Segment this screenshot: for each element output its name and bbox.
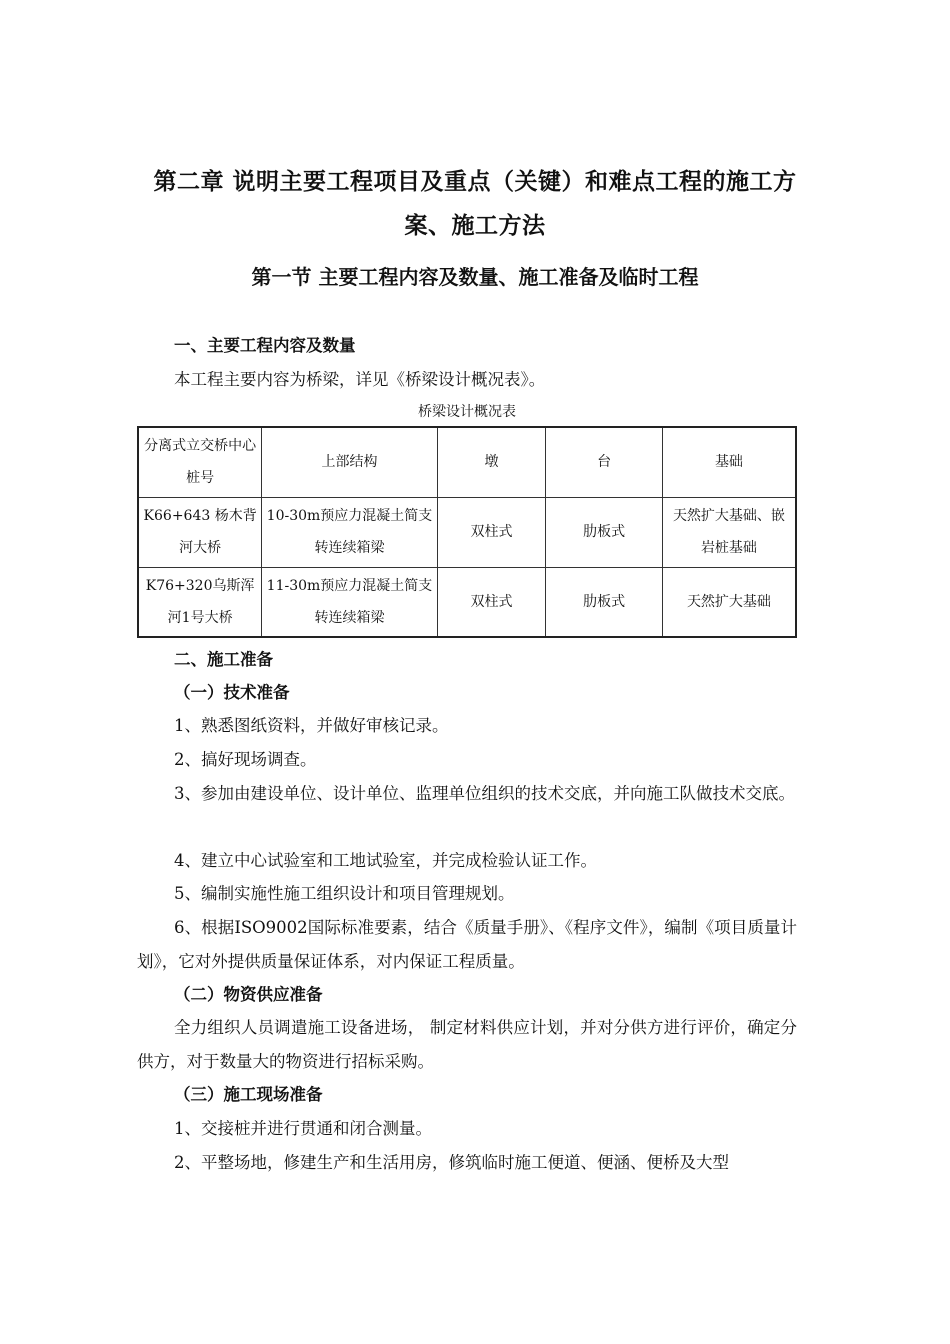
tech-item-1: 1、熟悉图纸资料，并做好审核记录。 <box>174 716 449 735</box>
header-cell: 墩 <box>437 427 546 497</box>
table-cell: K76+320乌斯浑河1号大桥 <box>138 567 262 637</box>
header-cell: 基础 <box>662 427 796 497</box>
header-cell: 分离式立交桥中心桩号 <box>138 427 262 497</box>
sub3-heading: （三）施工现场准备 <box>174 1085 323 1104</box>
site-item-2: 2、平整场地，修建生产和生活用房，修筑临时施工便道、便涵、便桥及大型 <box>174 1153 729 1172</box>
table-row <box>138 567 796 637</box>
site-item-1: 1、交接桩并进行贯通和闭合测量。 <box>174 1119 432 1138</box>
table-cell: 11-30m预应力混凝土简支转连续箱梁 <box>262 567 437 637</box>
chapter-title-line1: 第二章 说明主要工程项目及重点（关键）和难点工程的施工方 <box>153 169 797 195</box>
supply-paragraph: 全力组织人员调遣施工设备进场， 制定材料供应计划，并对分供方进行评价，确定分供方，对于数量大的物资进行招标采购。 <box>137 1018 797 1071</box>
table-cell: 肋板式 <box>546 567 663 637</box>
table-cell: K66+643 杨木背河大桥 <box>138 497 262 567</box>
table-cell: 天然扩大基础 <box>662 567 796 637</box>
tech-item-6: 6、根据ISO9002国际标准要素，结合《质量手册》、《程序文件》，编制《项目质量计划》，它对外提供质量保证体系，对内保证工程质量。 <box>137 918 797 971</box>
bridge-design-table <box>137 426 797 638</box>
header-cell: 台 <box>546 427 663 497</box>
table-cell: 天然扩大基础、嵌岩桩基础 <box>662 497 796 567</box>
tech-item-4: 4、建立中心试验室和工地试验室，并完成检验认证工作。 <box>174 851 597 870</box>
table-cell: 10-30m预应力混凝土简支转连续箱梁 <box>262 497 437 567</box>
part1-intro: 本工程主要内容为桥梁，详见《桥梁设计概况表》。 <box>174 370 546 389</box>
table-row <box>138 497 796 567</box>
table-caption: 桥梁设计概况表 <box>418 404 516 420</box>
tech-item-3: 3、参加由建设单位、设计单位、监理单位组织的技术交底，并向施工队做技术交底。 <box>174 784 795 803</box>
table-cell: 双柱式 <box>437 497 546 567</box>
part1-heading: 一、主要工程内容及数量 <box>174 336 356 355</box>
table-cell: 肋板式 <box>546 497 663 567</box>
tech-item-2: 2、搞好现场调查。 <box>174 750 317 769</box>
header-cell: 上部结构 <box>262 427 437 497</box>
table-header-row <box>138 427 796 497</box>
section-title: 第一节 主要工程内容及数量、施工准备及临时工程 <box>251 265 699 289</box>
chapter-title-line2: 案、施工方法 <box>404 213 546 239</box>
table-cell: 双柱式 <box>437 567 546 637</box>
sub2-heading: （二）物资供应准备 <box>174 985 323 1004</box>
chapter-title <box>100 160 850 248</box>
sub1-heading: （一）技术准备 <box>174 683 290 702</box>
part2-heading: 二、施工准备 <box>174 650 273 669</box>
tech-item-5: 5、编制实施性施工组织设计和项目管理规划。 <box>174 884 515 903</box>
